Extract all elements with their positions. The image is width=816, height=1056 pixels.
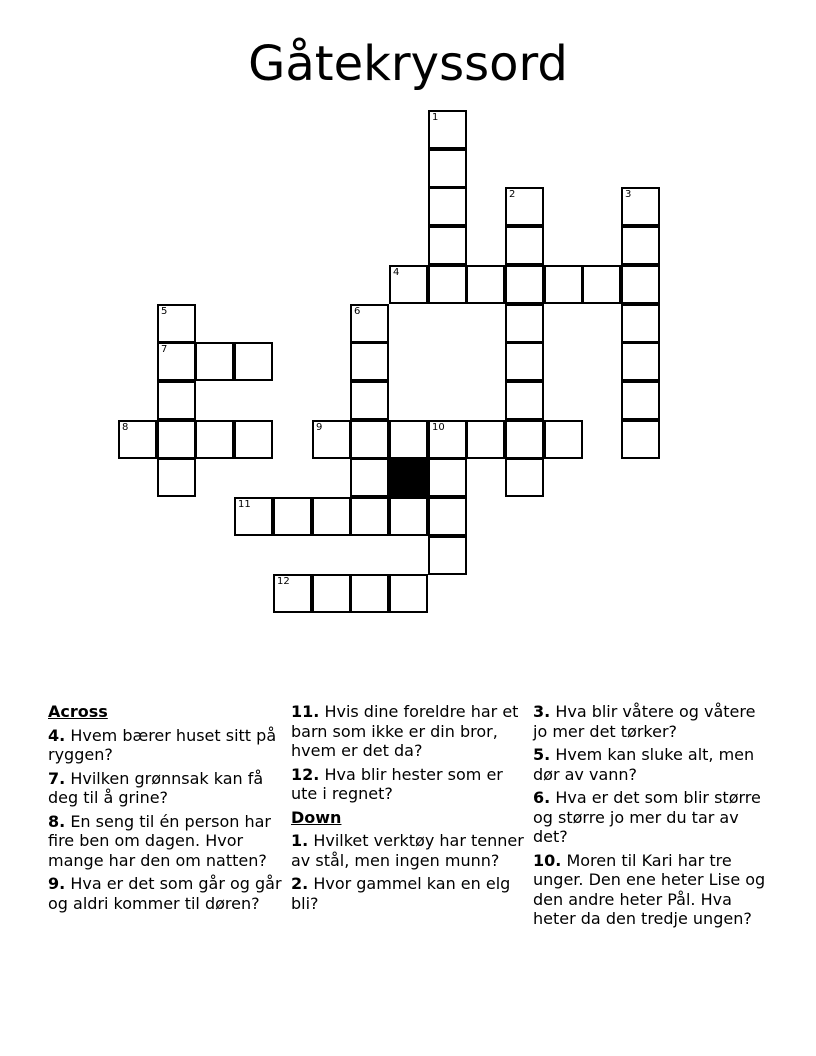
grid-cell[interactable] <box>350 497 389 536</box>
grid-cell[interactable] <box>621 342 660 381</box>
clue-number-label: 12 <box>277 576 290 587</box>
grid-cell[interactable] <box>312 574 351 613</box>
grid-cell[interactable] <box>428 497 467 536</box>
grid-cell[interactable] <box>195 420 234 459</box>
clues-column-3 <box>533 702 769 933</box>
clues-column-1 <box>48 702 284 917</box>
clue-number: 3. <box>533 702 551 721</box>
grid-cell[interactable] <box>505 265 544 304</box>
clue-number: 12. <box>291 764 320 784</box>
grid-cell[interactable] <box>505 342 544 381</box>
grid-cell[interactable] <box>621 304 660 343</box>
clue-number-label: 1 <box>432 112 439 123</box>
grid-cell[interactable] <box>389 574 428 613</box>
clue-number: 7. <box>48 768 66 788</box>
clue-down-3 <box>533 702 769 741</box>
grid-cell[interactable] <box>234 342 273 381</box>
grid-cell[interactable] <box>505 187 544 226</box>
clue-across-4 <box>48 726 284 765</box>
across-header: Across <box>48 702 108 721</box>
grid-cell[interactable] <box>466 420 505 459</box>
grid-cell[interactable] <box>157 420 196 459</box>
clue-number: 11. <box>291 702 320 721</box>
clue-number-label: 9 <box>316 422 323 433</box>
clue-across-8 <box>48 812 284 871</box>
clue-number-label: 3 <box>625 189 632 200</box>
clues-column-2 <box>291 702 527 917</box>
grid-cell[interactable] <box>505 304 544 343</box>
grid-cell[interactable] <box>389 420 428 459</box>
grid-cell[interactable] <box>312 497 351 536</box>
clue-number: 9. <box>48 874 66 893</box>
grid-cell[interactable] <box>350 342 389 381</box>
clue-across-12 <box>291 765 527 804</box>
grid-cell[interactable] <box>389 265 428 304</box>
clue-number: 1. <box>291 831 309 850</box>
clue-text: Moren til Kari har tre unger. Den ene heter Lise og den andre heter Pål. Hva heter da den tredje ungen? <box>533 850 766 928</box>
clue-number-label: 4 <box>393 267 400 278</box>
clue-across-7 <box>48 769 284 808</box>
grid-cell[interactable] <box>157 304 196 343</box>
grid-cell[interactable] <box>157 458 196 497</box>
grid-cell[interactable] <box>350 420 389 459</box>
grid-cell[interactable] <box>312 420 351 459</box>
grid-cell[interactable] <box>428 458 467 497</box>
grid-cell[interactable] <box>350 458 389 497</box>
clue-down-1 <box>291 831 527 870</box>
clue-number: 2. <box>291 874 309 893</box>
clue-number-label: 2 <box>509 189 516 200</box>
clue-text: Hva er det som går og går og aldri kommer til døren? <box>48 874 282 913</box>
clue-text: En seng til én person har fire ben om dagen. Hvor mange har den om natten? <box>48 811 271 870</box>
down-header: Down <box>291 807 342 827</box>
clue-number: 4. <box>48 725 66 745</box>
grid-cell[interactable] <box>621 381 660 420</box>
grid-cell[interactable] <box>582 265 621 304</box>
grid-cell[interactable] <box>157 381 196 420</box>
clue-across-9 <box>48 874 284 913</box>
grid-cell[interactable] <box>544 420 583 459</box>
clue-number-label: 8 <box>122 422 129 433</box>
grid-cell[interactable] <box>505 381 544 420</box>
clue-text: Hvis dine foreldre har et barn som ikke er din bror, hvem er det da? <box>291 702 519 760</box>
clue-text: Hvem kan sluke alt, men dør av vann? <box>533 745 755 784</box>
clue-down-6 <box>533 788 769 847</box>
clue-number: 10. <box>533 850 562 870</box>
grid-cell[interactable] <box>428 110 467 149</box>
grid-cell[interactable] <box>428 149 467 188</box>
grid-cell[interactable] <box>621 226 660 265</box>
clue-number: 5. <box>533 745 551 764</box>
grid-cell[interactable] <box>428 536 467 575</box>
clue-number-label: 5 <box>161 306 168 317</box>
grid-cell[interactable] <box>505 420 544 459</box>
clue-down-5 <box>533 745 769 784</box>
grid-cell[interactable] <box>621 420 660 459</box>
clue-number-label: 7 <box>161 344 168 355</box>
grid-cell[interactable] <box>428 265 467 304</box>
grid-cell[interactable] <box>428 226 467 265</box>
grid-cell[interactable] <box>273 574 312 613</box>
clue-text: Hvilken grønnsak kan få deg til å grine? <box>48 768 264 807</box>
grid-cell[interactable] <box>273 497 312 536</box>
grid-cell[interactable] <box>157 342 196 381</box>
clue-text: Hva er det som blir større og større jo mer du tar av det? <box>533 788 761 846</box>
grid-cell[interactable] <box>621 265 660 304</box>
clue-text: Hvem bærer huset sitt på ryggen? <box>48 725 277 764</box>
clue-text: Hva blir hester som er ute i regnet? <box>291 764 503 803</box>
clue-number: 6. <box>533 788 551 807</box>
grid-cell[interactable] <box>544 265 583 304</box>
grid-cell[interactable] <box>195 342 234 381</box>
grid-cell[interactable] <box>505 458 544 497</box>
clue-number-label: 6 <box>354 306 361 317</box>
puzzle-title: Gåtekryssord <box>248 36 568 92</box>
grid-cell[interactable] <box>118 420 157 459</box>
grid-cell[interactable] <box>505 226 544 265</box>
grid-cell[interactable] <box>466 265 505 304</box>
clue-text: Hva blir våtere og våtere jo mer det tørker? <box>533 702 756 741</box>
clue-down-2 <box>291 874 527 913</box>
clue-text: Hvilket verktøy har tenner av stål, men ingen munn? <box>291 831 524 870</box>
grid-cell[interactable] <box>350 381 389 420</box>
grid-cell[interactable] <box>428 420 467 459</box>
block-cell <box>389 458 428 497</box>
grid-cell[interactable] <box>350 304 389 343</box>
clue-down-10 <box>533 851 769 929</box>
clue-number: 8. <box>48 811 66 831</box>
clue-across-11 <box>291 702 527 761</box>
grid-cell[interactable] <box>350 574 389 613</box>
clue-number-label: 10 <box>432 422 445 433</box>
clue-text: Hvor gammel kan en elg bli? <box>291 874 511 913</box>
grid-cell[interactable] <box>234 497 273 536</box>
grid-cell[interactable] <box>428 187 467 226</box>
grid-cell[interactable] <box>389 497 428 536</box>
grid-cell[interactable] <box>234 420 273 459</box>
grid-cell[interactable] <box>621 187 660 226</box>
clue-number-label: 11 <box>238 499 251 510</box>
